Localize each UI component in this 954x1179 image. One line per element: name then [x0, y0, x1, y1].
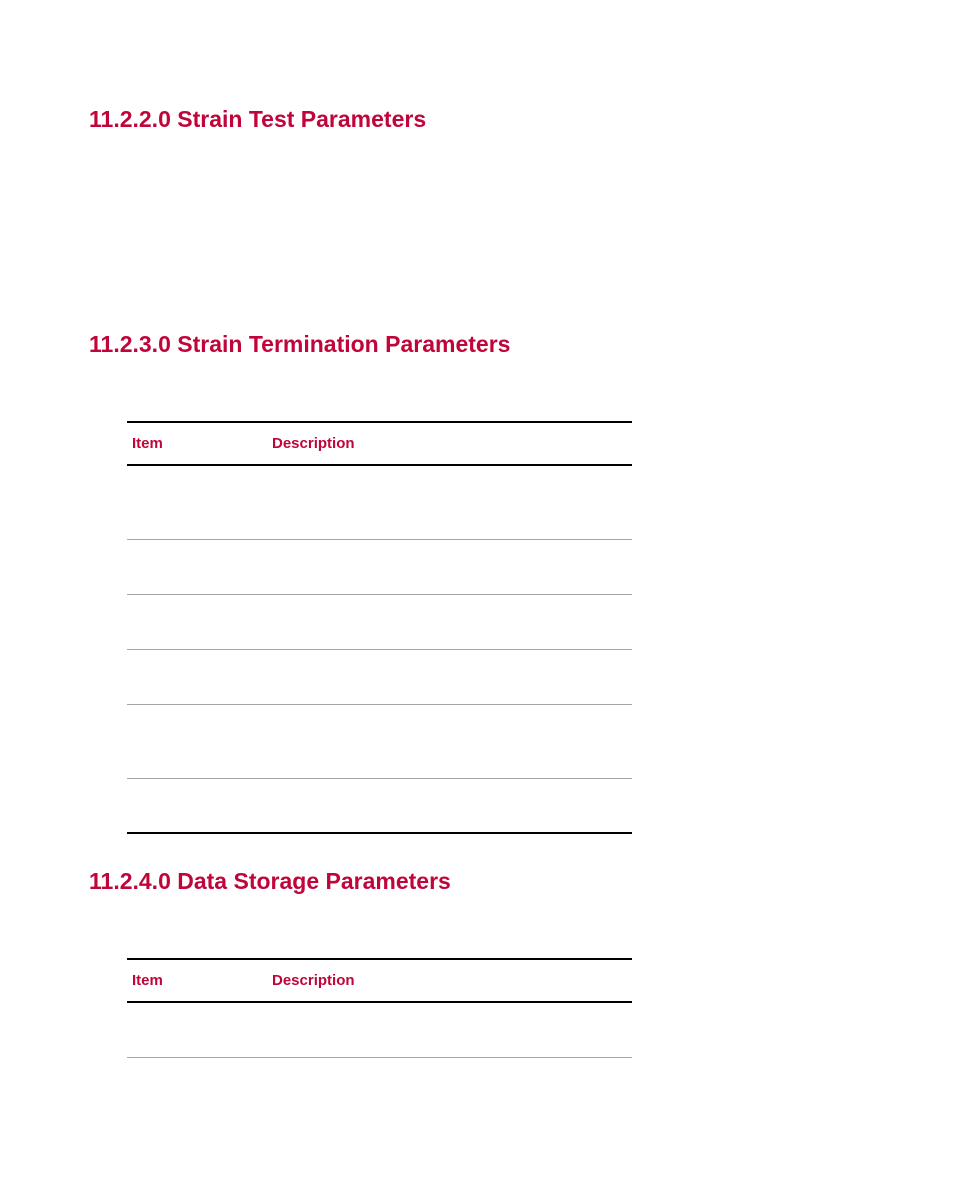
section-title-strain-termination-parameters: 11.2.3.0 Strain Termination Parameters — [89, 331, 511, 357]
table-row — [127, 1003, 632, 1058]
column-header-description: Description — [272, 972, 355, 989]
column-header-item: Item — [132, 972, 163, 989]
table-header — [127, 421, 632, 466]
column-header-description: Description — [272, 435, 355, 452]
section-title-data-storage-parameters: 11.2.4.0 Data Storage Parameters — [89, 868, 451, 894]
table-row — [127, 595, 632, 650]
section-title-strain-test-parameters: 11.2.2.0 Strain Test Parameters — [89, 106, 427, 132]
table-row — [127, 650, 632, 705]
table-row — [127, 705, 632, 779]
table-row — [127, 540, 632, 595]
strain-termination-table — [127, 421, 632, 834]
table-row — [127, 779, 632, 834]
table-header — [127, 958, 632, 1003]
table-row — [127, 466, 632, 540]
column-header-item: Item — [132, 435, 163, 452]
data-storage-table — [127, 958, 632, 1058]
